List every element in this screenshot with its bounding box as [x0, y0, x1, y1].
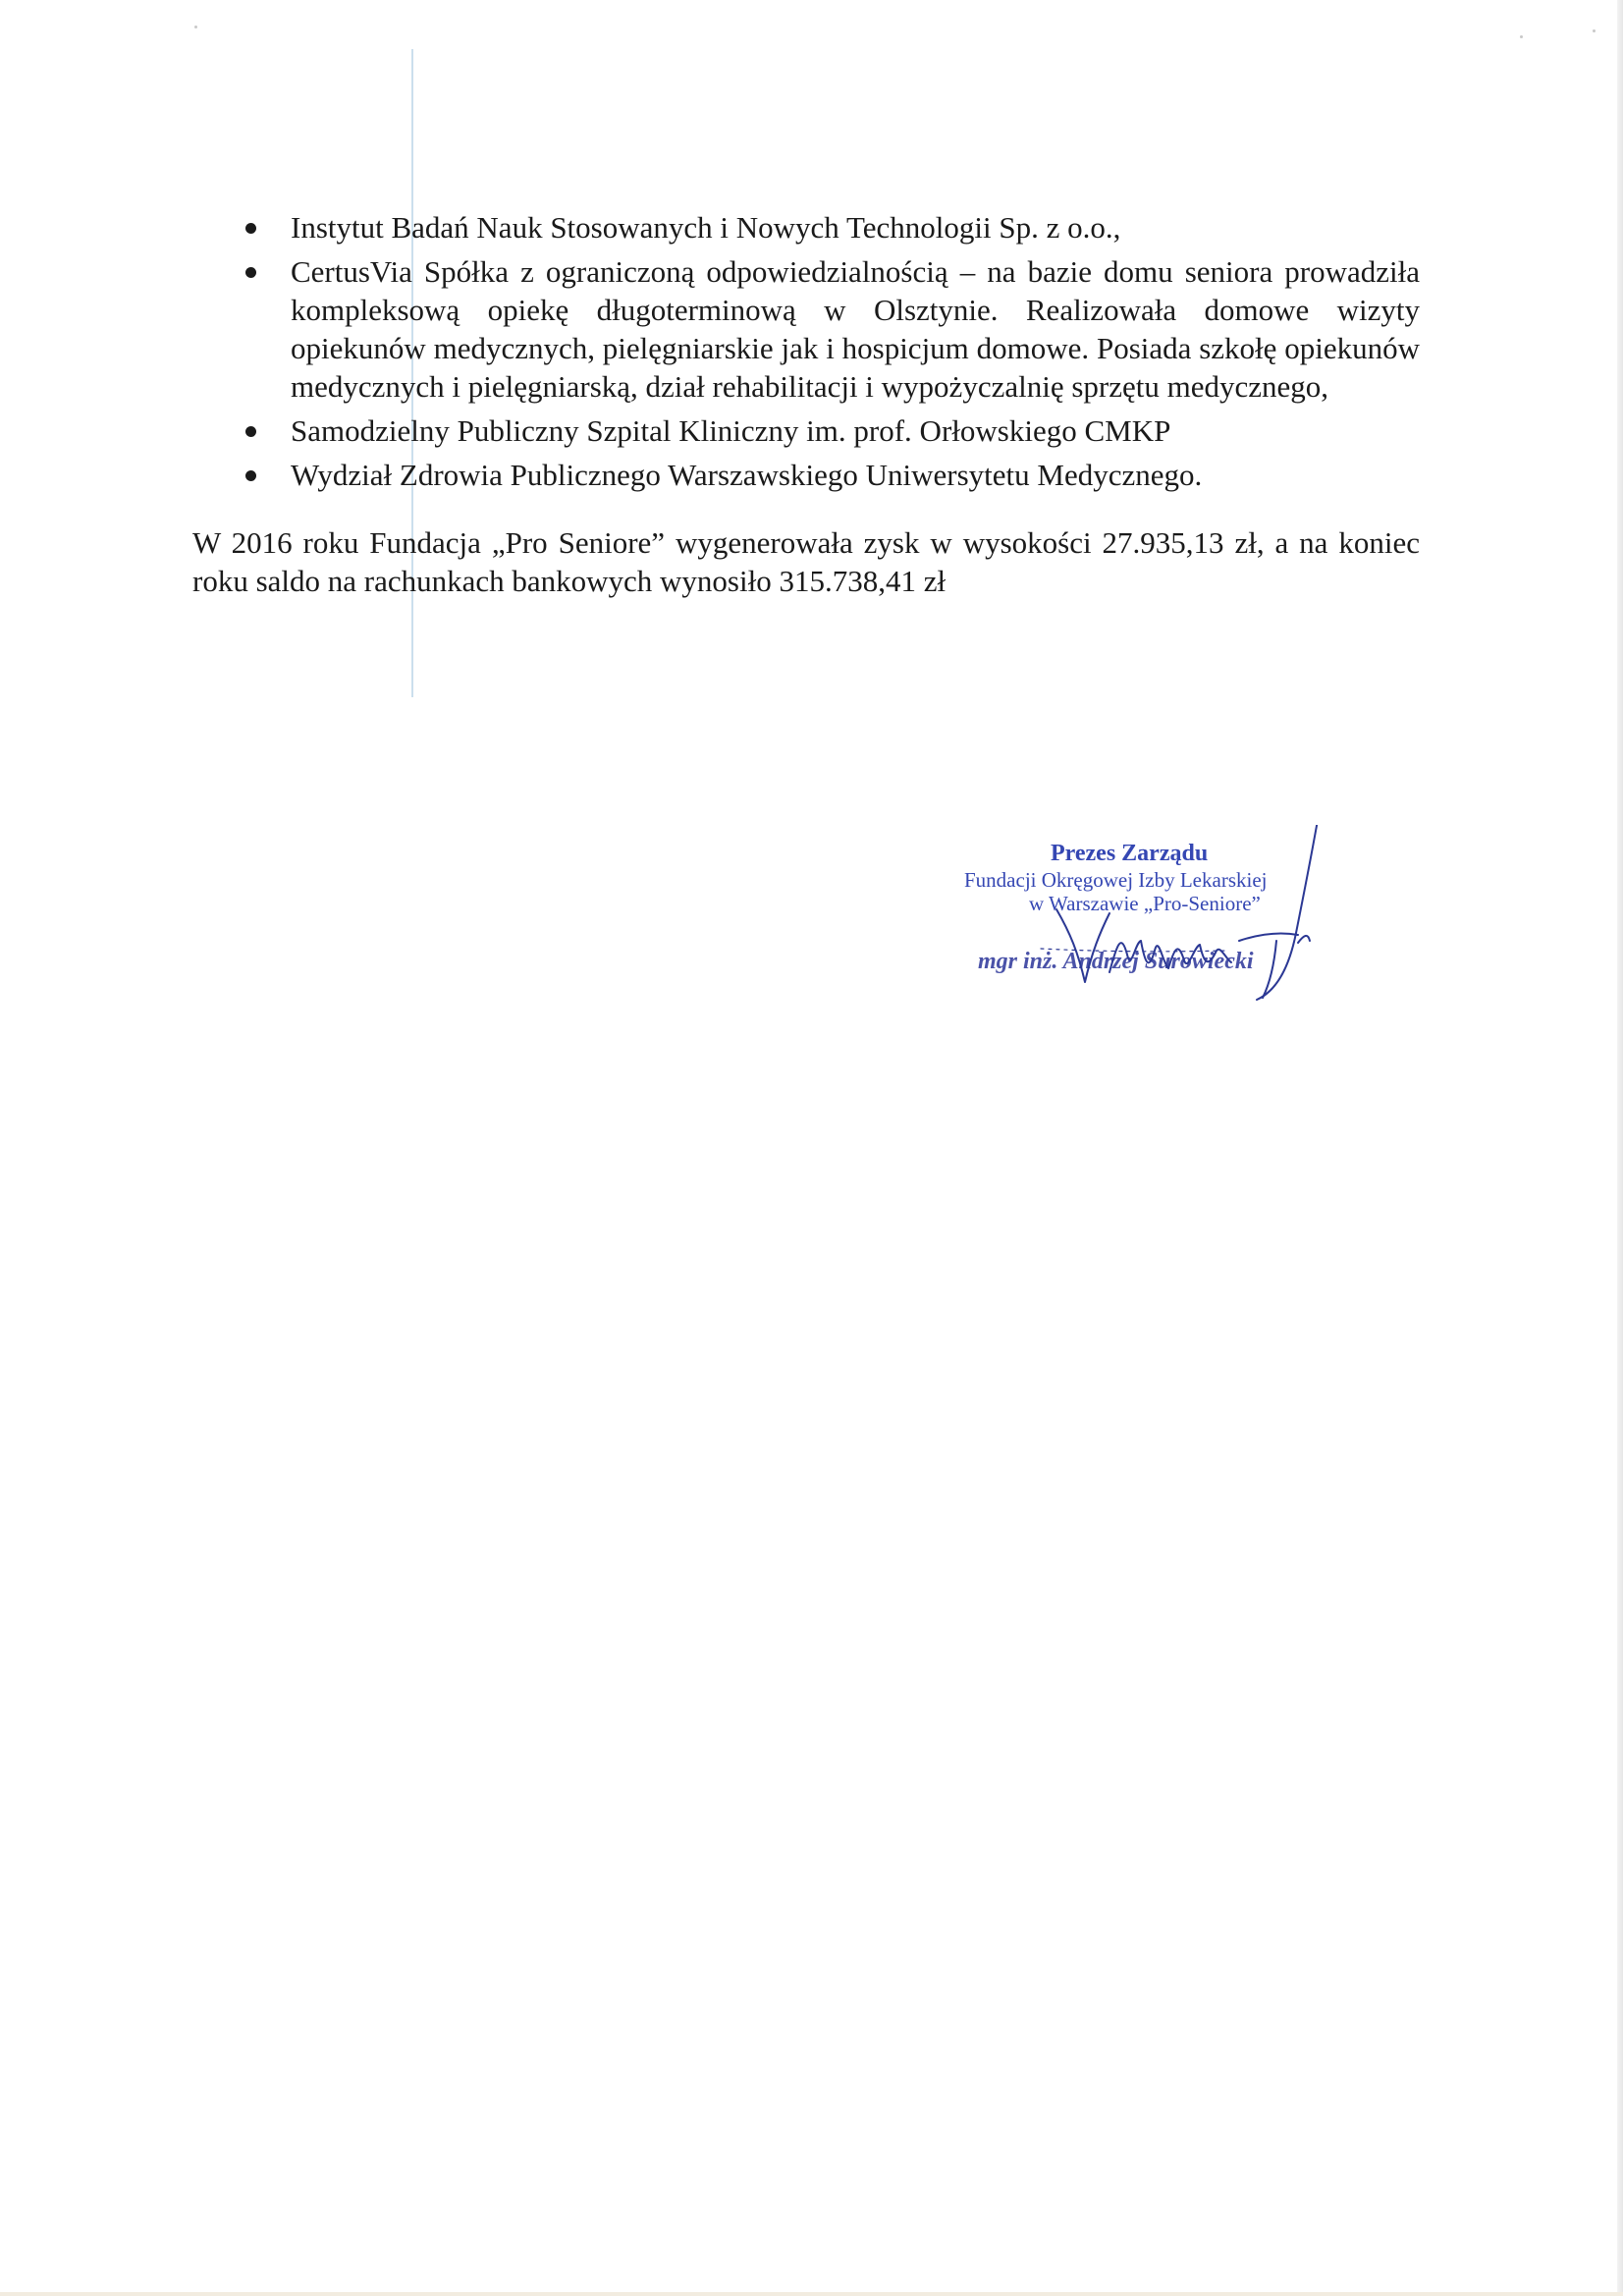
list-item — [291, 208, 1420, 246]
bullet-icon — [245, 470, 256, 481]
scan-speck — [194, 26, 197, 28]
stamp-signatory-name: mgr inż. Andrzej Surowiecki — [978, 949, 1254, 974]
list-item-text: CertusVia Spółka z ograniczoną odpowiedzialnością – na bazie domu seniora prowadziła kompleksową opiekę długoterminową w Olsztynie. Realizowała domowe wizyty opiekunów medycznych, pielęgniarskie jak i hospicjum domowe. Posiada szkołę opiekunów medycznych i pielęgniarską, dział rehabilitacji i wypożyczalnię sprzętu medycznego, — [291, 254, 1420, 404]
scan-edge-bottom — [0, 2292, 1623, 2296]
bullet-icon — [245, 426, 256, 437]
summary-paragraph: W 2016 roku Fundacja „Pro Seniore” wygenerowała zysk w wysokości 27.935,13 zł, a na koniec roku saldo na rachunkach bankowych wynosiło 315.738,41 zł — [192, 525, 1420, 598]
bullet-list — [192, 208, 1420, 494]
document-body — [192, 208, 1420, 600]
signature-stamp — [962, 825, 1335, 992]
stamp-organization-city: w Warszawie „Pro-Seniore” — [1029, 892, 1261, 915]
stamp-role: Prezes Zarządu — [1051, 841, 1209, 866]
scan-speck — [1520, 35, 1523, 38]
scan-edge-right — [1617, 0, 1623, 2296]
bullet-icon — [245, 223, 256, 234]
list-item — [291, 252, 1420, 406]
stamp-organization: Fundacji Okręgowej Izby Lekarskiej — [964, 868, 1268, 892]
list-item-text: Samodzielny Publiczny Szpital Kliniczny im. prof. Orłowskiego CMKP — [291, 413, 1171, 448]
scan-speck — [1593, 29, 1596, 32]
list-item-text: Instytut Badań Nauk Stosowanych i Nowych Technologii Sp. z o.o., — [291, 210, 1121, 245]
list-item-text: Wydział Zdrowia Publicznego Warszawskiego Uniwersytetu Medycznego. — [291, 458, 1203, 492]
bullet-icon — [245, 267, 256, 278]
list-item — [291, 456, 1420, 494]
list-item — [291, 411, 1420, 450]
